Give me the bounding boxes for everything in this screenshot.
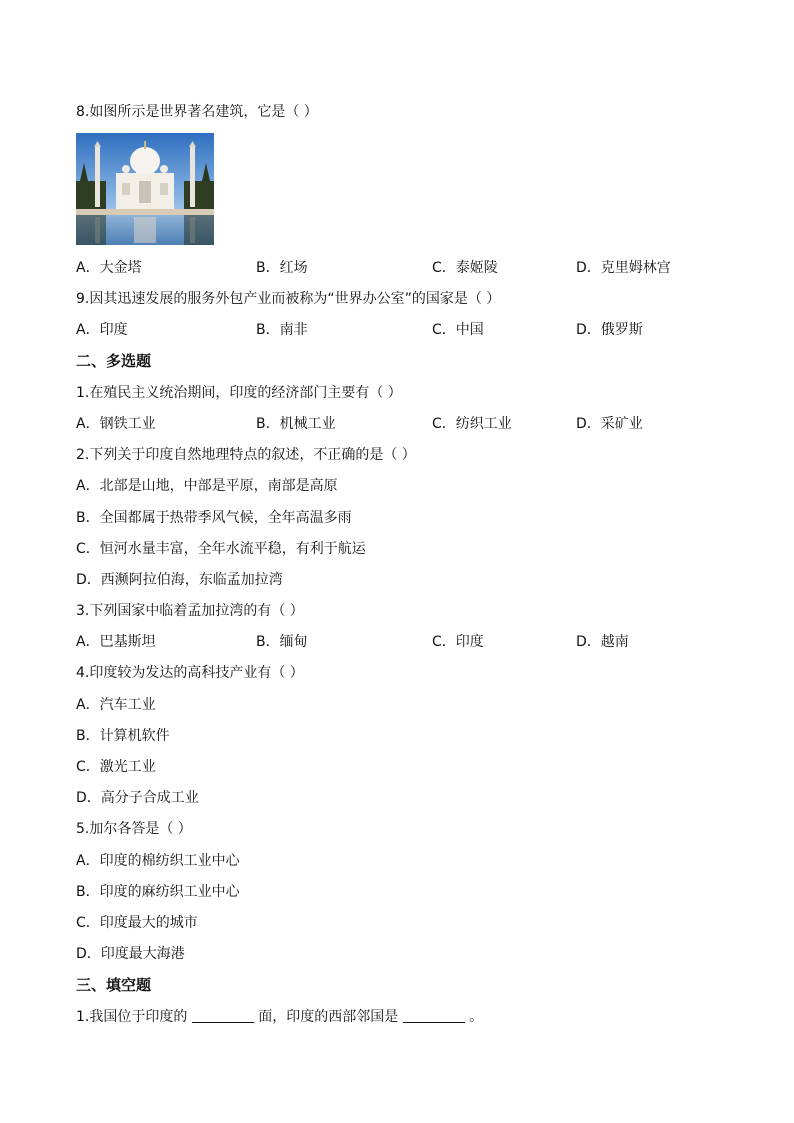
taj-mahal-photo bbox=[76, 133, 214, 245]
fill-question-1-text-1: 1.我国位于印度的 bbox=[76, 1009, 188, 1025]
multi-question-5-option-a: A．印度的棉纺织工业中心 bbox=[76, 853, 240, 869]
multi-question-4-option-d: D．高分子合成工业 bbox=[76, 790, 199, 806]
question-8-option-d: D．克里姆林宫 bbox=[576, 260, 671, 276]
multi-question-1-option-a: A．钢铁工业 bbox=[76, 416, 156, 432]
multi-question-5-option-c: C．印度最大的城市 bbox=[76, 915, 198, 931]
multi-question-4-option-c: C．激光工业 bbox=[76, 759, 156, 775]
multi-question-1-option-c: C．纺织工业 bbox=[432, 416, 512, 432]
question-9-option-c: C．中国 bbox=[432, 322, 484, 338]
fill-blank-2[interactable] bbox=[403, 1008, 465, 1023]
section-heading-fill-in: 三、填空题 bbox=[76, 976, 152, 994]
multi-question-4-option-a: A．汽车工业 bbox=[76, 697, 156, 713]
question-9-stem: 9.因其迅速发展的服务外包产业而被称为“世界办公室”的国家是（ ） bbox=[76, 291, 501, 307]
multi-question-3-option-d: D．越南 bbox=[576, 634, 629, 650]
multi-question-2-option-a: A．北部是山地，中部是平原，南部是高原 bbox=[76, 478, 338, 494]
multi-question-1-option-d: D．采矿业 bbox=[576, 416, 643, 432]
multi-question-2-option-d: D．西濒阿拉伯海，东临孟加拉湾 bbox=[76, 572, 283, 588]
multi-question-4-stem: 4.印度较为发达的高科技产业有（ ） bbox=[76, 665, 304, 681]
multi-question-1-stem: 1.在殖民主义统治期间，印度的经济部门主要有（ ） bbox=[76, 385, 402, 401]
multi-question-1-option-b: B．机械工业 bbox=[256, 416, 336, 432]
question-8-option-a: A．大金塔 bbox=[76, 260, 142, 276]
multi-question-3-option-b: B．缅甸 bbox=[256, 634, 308, 650]
multi-question-2-option-c: C．恒河水量丰富，全年水流平稳，有利于航运 bbox=[76, 541, 366, 557]
question-9-option-b: B．南非 bbox=[256, 322, 308, 338]
question-9-option-a: A．印度 bbox=[76, 322, 128, 338]
multi-question-5-option-d: D．印度最大海港 bbox=[76, 946, 185, 962]
fill-question-1-text-2: 面，印度的西部邻国是 bbox=[258, 1009, 399, 1025]
multi-question-5-option-b: B．印度的麻纺织工业中心 bbox=[76, 884, 240, 900]
multi-question-3-stem: 3.下列国家中临着孟加拉湾的有（ ） bbox=[76, 603, 304, 619]
question-8-option-b: B．红场 bbox=[256, 260, 308, 276]
multi-question-2-stem: 2.下列关于印度自然地理特点的叙述，不正确的是（ ） bbox=[76, 447, 416, 463]
multi-question-3-option-c: C．印度 bbox=[432, 634, 484, 650]
question-8-stem: 8.如图所示是世界著名建筑，它是（ ） bbox=[76, 104, 318, 120]
section-heading-multiple-choice: 二、多选题 bbox=[76, 352, 152, 370]
fill-question-1 bbox=[76, 1007, 483, 1027]
fill-question-1-text-3: 。 bbox=[469, 1009, 484, 1025]
fill-blank-1[interactable] bbox=[192, 1008, 254, 1023]
multi-question-3-option-a: A．巴基斯坦 bbox=[76, 634, 156, 650]
question-8-option-c: C．泰姬陵 bbox=[432, 260, 498, 276]
multi-question-4-option-b: B．计算机软件 bbox=[76, 728, 170, 744]
multi-question-5-stem: 5.加尔各答是（ ） bbox=[76, 821, 192, 837]
question-9-option-d: D．俄罗斯 bbox=[576, 322, 643, 338]
multi-question-2-option-b: B．全国都属于热带季风气候，全年高温多雨 bbox=[76, 510, 352, 526]
